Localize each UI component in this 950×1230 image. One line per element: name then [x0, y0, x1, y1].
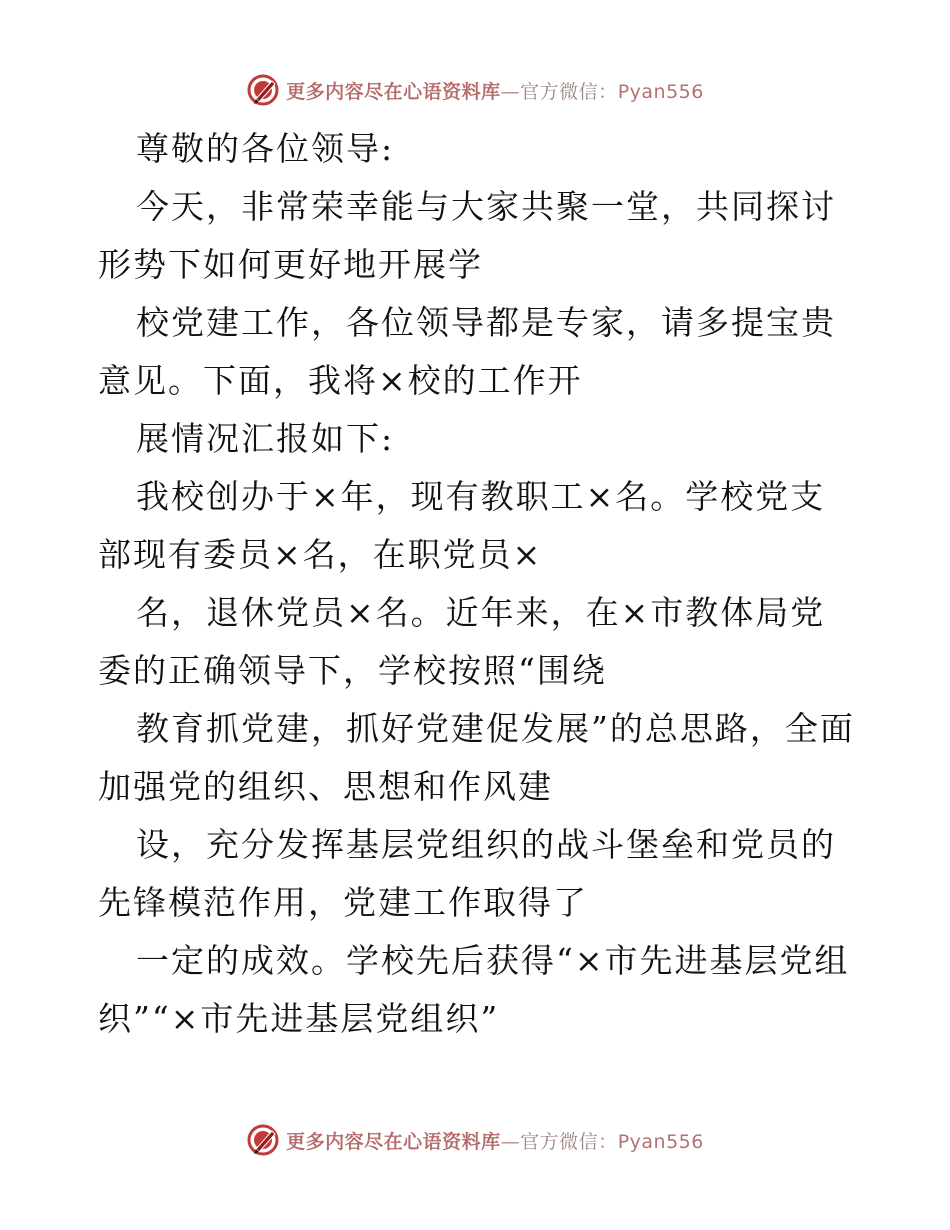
watermark-wechat-id: Pyan556 [617, 80, 704, 103]
paragraph-salutation: 尊敬的各位领导: [136, 129, 395, 168]
watermark-separator: — [500, 1130, 521, 1153]
watermark-site-name: 更多内容尽在心语资料库 [286, 80, 501, 103]
watermark-text [286, 77, 704, 104]
document-body [98, 120, 858, 1048]
paragraph: 我校创办于×年，现有教职工×名。学校党支部现有委员×名，在职党员× [98, 477, 826, 574]
paragraph: 今天，非常荣幸能与大家共聚一堂，共同探讨形势下如何更好地开展学 [98, 187, 836, 284]
paragraph: 展情况汇报如下: [136, 419, 395, 458]
watermark-wechat-id: Pyan556 [617, 1130, 704, 1153]
watermark-text [286, 1127, 704, 1154]
pen-logo-icon [246, 73, 280, 107]
watermark-wechat-label: 官方微信： [520, 80, 618, 103]
footer-watermark [0, 1122, 950, 1158]
paragraph: 一定的成效。学校先后获得“×市先进基层党组织”“×市先进基层党组织” [98, 941, 850, 1038]
paragraph: 教育抓党建，抓好党建促发展”的总思路，全面加强党的组织、思想和作风建 [98, 709, 855, 806]
paragraph: 设，充分发挥基层党组织的战斗堡垒和党员的先锋模范作用，党建工作取得了 [98, 825, 836, 922]
watermark-separator: — [500, 80, 521, 103]
paragraph: 校党建工作，各位领导都是专家，请多提宝贵意见。下面，我将×校的工作开 [98, 303, 836, 400]
paragraph: 名，退休党员×名。近年来，在×市教体局党委的正确领导下，学校按照“围绕 [98, 593, 826, 690]
header-watermark [0, 72, 950, 108]
watermark-site-name: 更多内容尽在心语资料库 [286, 1130, 501, 1153]
watermark-wechat-label: 官方微信： [520, 1130, 618, 1153]
pen-logo-icon [246, 1123, 280, 1157]
